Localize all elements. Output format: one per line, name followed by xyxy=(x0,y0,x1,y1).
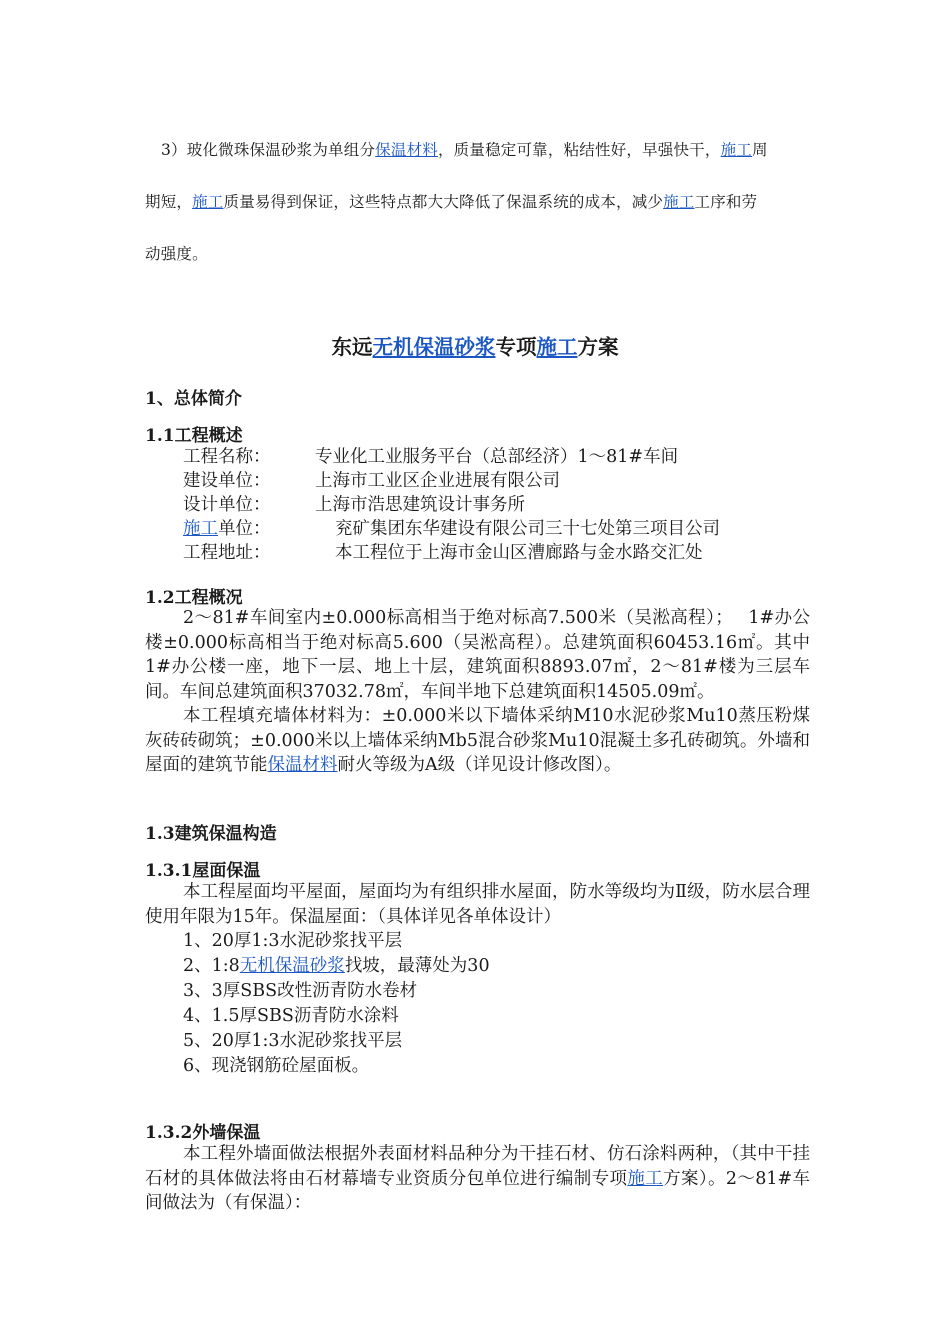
roof-insulation-body xyxy=(145,880,810,929)
list-item: 6、现浇钢筋砼屋面板。 xyxy=(183,1056,370,1076)
section-heading-1: 1、总体简介 xyxy=(145,389,242,409)
roof-layers-list xyxy=(183,929,490,1079)
intro-text: 期短， xyxy=(145,193,193,211)
link-insulation-material[interactable]: 保温材料 xyxy=(375,141,438,159)
info-label: 工程地址： xyxy=(183,543,271,563)
paragraph-text: 方案）。2～81#车间做法为（有保温）： xyxy=(145,1168,811,1213)
list-item-text: 2、1:8 xyxy=(183,956,240,976)
intro-text: 质量易得到保证，这些特点都大大降低了保温系统的成本，减少 xyxy=(223,193,664,211)
link-construction[interactable]: 施工 xyxy=(663,193,695,211)
section-heading-1-1: 1.1工程概述 xyxy=(145,426,243,446)
info-row xyxy=(183,493,720,517)
link-construction[interactable]: 施工 xyxy=(627,1168,664,1189)
list-item: 1、20厚1:3水泥砂浆找平层 xyxy=(183,931,403,951)
paragraph-text: 本工程填充墙体材料为：±0.000米以下墙体采纳M10水泥砂浆Mu10蒸压粉煤灰砖砖砌筑；±0.000米以上墙体采纳Mb5混合砂浆Mu10混凝土多孔砖砌筑。外墙和屋面的建筑节能 xyxy=(145,706,810,775)
info-label: 工程名称： xyxy=(183,447,271,467)
intro-line-1 xyxy=(145,124,810,176)
intro-paragraph xyxy=(145,124,810,280)
paragraph-text: 耐火等级为A级（详见设计修改图）。 xyxy=(337,755,622,775)
title-text: 东远 xyxy=(331,335,373,359)
overview-paragraph-2 xyxy=(145,704,810,778)
title-text: 专项 xyxy=(495,335,537,359)
list-item: 5、20厚1:3水泥砂浆找平层 xyxy=(183,1031,403,1051)
intro-text: 3）玻化微珠保温砂浆为单组分 xyxy=(161,141,376,159)
list-item-text: 找坡，最薄处为30 xyxy=(344,956,490,976)
info-row xyxy=(183,469,720,493)
paragraph-text: 本工程外墙面做法根据外表面材料品种分为干挂石材、仿石涂料两种，（其中干挂石材的具体做法将由石材幕墙专业资质分包单位进行编制专项 xyxy=(145,1144,810,1189)
link-construction[interactable]: 施工 xyxy=(192,193,224,211)
section-heading-1-3-1: 1.3.1屋面保温 xyxy=(145,861,261,881)
wall-insulation-body xyxy=(145,1142,810,1216)
overview-body xyxy=(145,606,810,778)
list-item: 3、3厚SBS改性沥青防水卷材 xyxy=(183,981,418,1001)
info-label-text: 单位： xyxy=(218,519,271,539)
intro-text: 周 xyxy=(752,141,768,159)
link-construction[interactable]: 施工 xyxy=(183,519,218,539)
document-title xyxy=(0,330,950,360)
link-insulation-material[interactable]: 保温材料 xyxy=(267,755,338,775)
intro-text: ，质量稳定可靠，粘结性好，早强快干， xyxy=(437,141,721,159)
title-text: 方案 xyxy=(577,335,619,359)
project-info-table xyxy=(183,445,720,565)
intro-text: 工序和劳 xyxy=(694,193,758,211)
info-value: 本工程位于上海市金山区漕廊路与金水路交汇处 xyxy=(335,543,703,563)
info-value: 上海市工业区企业进展有限公司 xyxy=(315,471,560,491)
roof-paragraph: 本工程屋面均平屋面，屋面均为有组织排水屋面，防水等级均为Ⅱ级，防水层合理使用年限为15年。保温屋面：（具体详见各单体设计） xyxy=(145,882,810,927)
overview-paragraph-1: 2～81#车间室内±0.000标高相当于绝对标高7.500米（吴淞高程）； 1#办公楼±0.000标高相当于绝对标高5.600（吴淞高程）。总建筑面积60453.16㎡。其中1#办公楼一座，地下一层、地上十层，建筑面积8893.07㎡，2～81#楼为三层车间。车间总建筑面积37032.78㎡，车间半地下总建筑面积14505.09㎡。 xyxy=(145,608,810,702)
section-heading-1-3: 1.3建筑保温构造 xyxy=(145,824,277,844)
section-heading-1-3-2: 1.3.2外墙保温 xyxy=(145,1123,261,1143)
info-label: 设计单位： xyxy=(183,495,271,515)
info-value: 兖矿集团东华建设有限公司三十七处第三项目公司 xyxy=(335,519,720,539)
info-value: 上海市浩思建筑设计事务所 xyxy=(315,495,525,515)
list-item: 4、1.5厚SBS沥青防水涂料 xyxy=(183,1006,399,1026)
list-item xyxy=(183,954,490,979)
intro-line-3: 动强度。 xyxy=(145,245,208,263)
info-row xyxy=(183,541,720,565)
link-construction[interactable]: 施工 xyxy=(720,141,752,159)
intro-line-2 xyxy=(145,176,810,228)
info-row xyxy=(183,445,720,469)
info-label: 建设单位： xyxy=(183,471,271,491)
link-inorganic-mortar[interactable]: 无机保温砂浆 xyxy=(372,335,496,359)
section-heading-1-2: 1.2工程概况 xyxy=(145,588,243,608)
link-construction[interactable]: 施工 xyxy=(536,335,578,359)
info-value: 专业化工业服务平台（总部经济）1～81#车间 xyxy=(315,447,679,467)
info-row xyxy=(183,517,720,541)
wall-paragraph xyxy=(145,1142,810,1216)
link-inorganic-mortar[interactable]: 无机保温砂浆 xyxy=(239,956,345,976)
info-label xyxy=(183,517,335,541)
